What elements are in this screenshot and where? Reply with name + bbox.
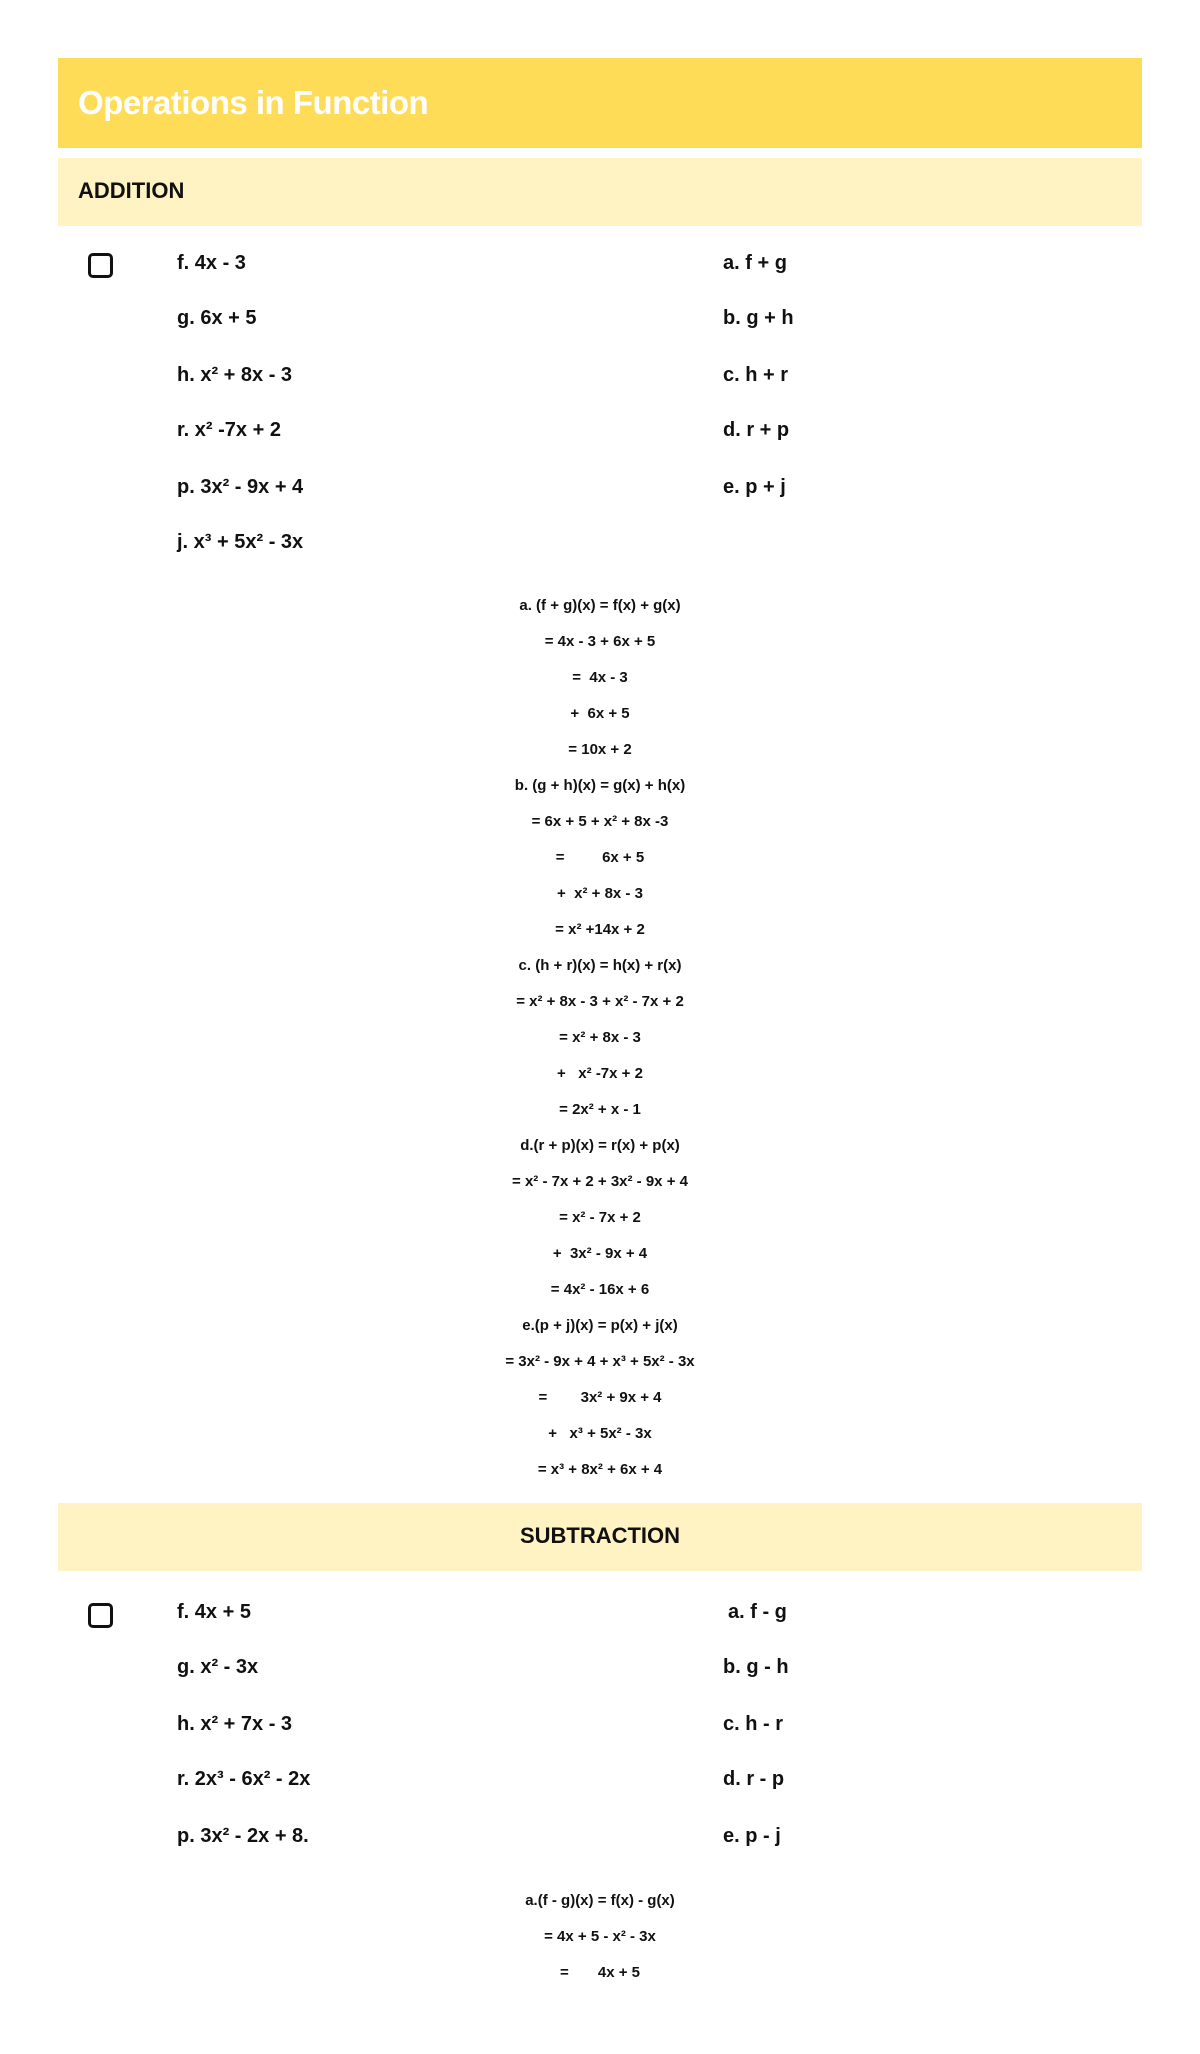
solution-line: = x² - 7x + 2 bbox=[559, 1209, 641, 1226]
solution-line: = x² + 8x - 3 + x² - 7x + 2 bbox=[516, 993, 684, 1010]
subtraction-heading: SUBTRACTION bbox=[519, 1523, 681, 1548]
operation-item: b. g - h bbox=[723, 1656, 789, 1678]
operation-item: c. h - r bbox=[723, 1713, 784, 1735]
solution-line: = 6x + 5 bbox=[555, 849, 645, 866]
solution-line: a. (f + g)(x) = f(x) + g(x) bbox=[519, 597, 681, 614]
solution-line: = 4x + 5 bbox=[559, 1964, 641, 1981]
solution-line: = 3x² + 9x + 4 bbox=[538, 1389, 662, 1406]
function-item: j. x³ + 5x² - 3x bbox=[177, 531, 304, 553]
solution-line: = x² - 7x + 2 + 3x² - 9x + 4 bbox=[512, 1173, 688, 1190]
operation-item: b. g + h bbox=[723, 307, 794, 329]
solution-line: = 10x + 2 bbox=[568, 741, 632, 758]
solution-line: + 6x + 5 bbox=[570, 705, 630, 722]
solution-line: b. (g + h)(x) = g(x) + h(x) bbox=[514, 777, 686, 794]
solution-line: = 6x + 5 + x² + 8x -3 bbox=[531, 813, 669, 830]
solution-line: = 4x + 5 - x² - 3x bbox=[544, 1928, 656, 1945]
page-title: Operations in Function bbox=[78, 84, 429, 121]
solution-line: = 4x² - 16x + 6 bbox=[550, 1281, 650, 1298]
solution-line: = 3x² - 9x + 4 + x³ + 5x² - 3x bbox=[505, 1353, 695, 1370]
solution-line: + x² -7x + 2 bbox=[557, 1065, 643, 1082]
solution-line: = x² + 8x - 3 bbox=[559, 1029, 641, 1046]
solution-line: d.(r + p)(x) = r(x) + p(x) bbox=[520, 1137, 680, 1154]
function-item: r. x² -7x + 2 bbox=[177, 419, 281, 441]
solution-line: = x² +14x + 2 bbox=[555, 921, 645, 938]
function-item: f. 4x - 3 bbox=[177, 252, 246, 274]
function-item: p. 3x² - 2x + 8. bbox=[177, 1825, 309, 1847]
function-item: f. 4x + 5 bbox=[177, 1601, 251, 1623]
subtraction-header bbox=[58, 1503, 1142, 1571]
function-item: p. 3x² - 9x + 4 bbox=[177, 476, 304, 498]
operation-item: a. f + g bbox=[723, 252, 787, 274]
addition-heading: ADDITION bbox=[78, 178, 185, 203]
solution-line: = 4x - 3 bbox=[572, 669, 628, 686]
solution-line: e.(p + j)(x) = p(x) + j(x) bbox=[522, 1317, 678, 1334]
solution-line: = 2x² + x - 1 bbox=[559, 1101, 641, 1118]
solution-line: + 3x² - 9x + 4 bbox=[552, 1245, 648, 1262]
solution-line: = x³ + 8x² + 6x + 4 bbox=[537, 1461, 663, 1478]
operation-item: d. r - p bbox=[723, 1768, 785, 1790]
function-item: g. x² - 3x bbox=[177, 1656, 259, 1678]
operation-item: e. p + j bbox=[723, 476, 786, 498]
solution-line: = 4x - 3 + 6x + 5 bbox=[544, 633, 656, 650]
function-item: h. x² + 8x - 3 bbox=[177, 364, 293, 386]
operation-item: c. h + r bbox=[723, 364, 789, 386]
solution-line: a.(f - g)(x) = f(x) - g(x) bbox=[525, 1892, 675, 1909]
title-banner bbox=[58, 58, 1142, 148]
addition-checkbox[interactable] bbox=[88, 253, 113, 278]
operation-item: a. f - g bbox=[728, 1601, 787, 1623]
addition-header bbox=[58, 158, 1142, 226]
solution-line: + x² + 8x - 3 bbox=[557, 885, 643, 902]
subtraction-checkbox[interactable] bbox=[88, 1603, 113, 1628]
solution-line: c. (h + r)(x) = h(x) + r(x) bbox=[518, 957, 682, 974]
function-item: r. 2x³ - 6x² - 2x bbox=[177, 1768, 311, 1790]
function-item: h. x² + 7x - 3 bbox=[177, 1713, 293, 1735]
operation-item: d. r + p bbox=[723, 419, 790, 441]
operation-item: e. p - j bbox=[723, 1825, 781, 1847]
function-item: g. 6x + 5 bbox=[177, 307, 257, 329]
solution-line: + x³ + 5x² - 3x bbox=[548, 1425, 652, 1442]
